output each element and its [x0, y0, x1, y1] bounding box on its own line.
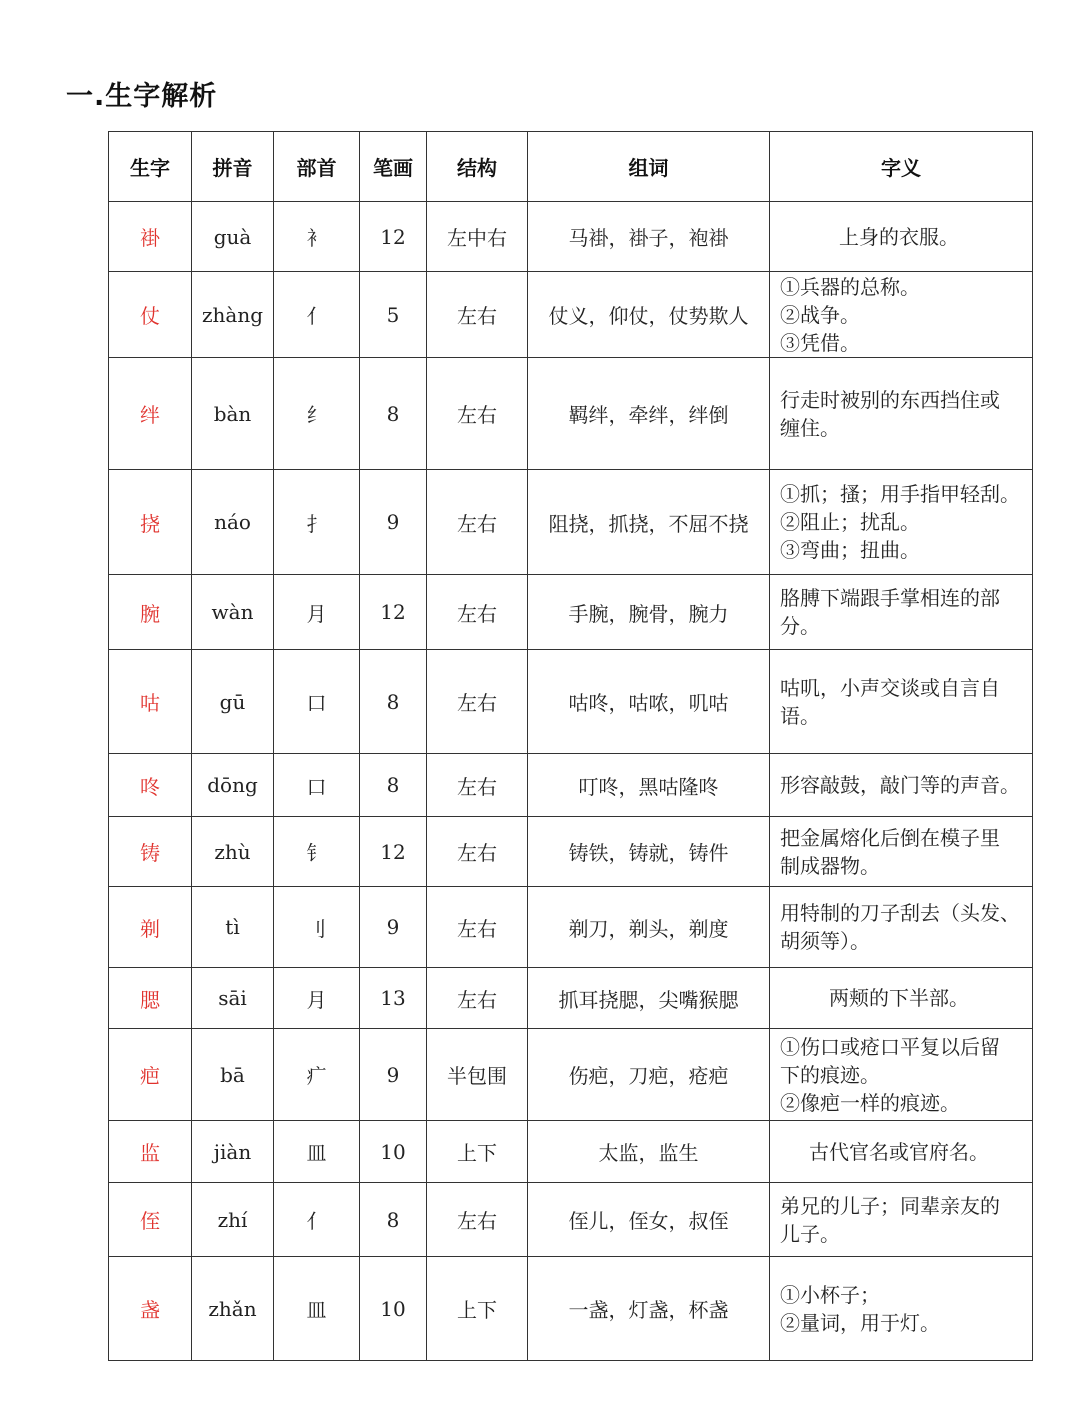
structure-cell: 上下 — [427, 1121, 528, 1183]
meaning-line: 语。 — [780, 703, 820, 728]
table-row — [109, 887, 1033, 968]
radical-cell: 口 — [274, 650, 360, 754]
structure-cell: 左右 — [427, 575, 528, 650]
structure-cell: 上下 — [427, 1257, 528, 1361]
meaning-cell — [770, 1183, 1033, 1257]
char-cell: 褂 — [109, 202, 192, 272]
words-cell: 抓耳挠腮，尖嘴猴腮 — [528, 968, 770, 1029]
char-cell: 侄 — [109, 1183, 192, 1257]
pinyin-cell: náo — [192, 470, 274, 575]
meaning-line: 胡须等）。 — [780, 929, 870, 953]
char-cell: 腮 — [109, 968, 192, 1029]
structure-cell: 左右 — [427, 817, 528, 887]
radical-cell: 月 — [274, 968, 360, 1029]
structure-cell: 左右 — [427, 754, 528, 817]
radical-cell: 刂 — [274, 887, 360, 968]
pinyin-cell: tì — [192, 887, 274, 968]
pinyin-cell: bā — [192, 1029, 274, 1121]
char-cell: 咚 — [109, 754, 192, 817]
meaning-line: 缠住。 — [780, 415, 840, 440]
pinyin-cell: bàn — [192, 358, 274, 470]
meaning-line: ③凭借。 — [780, 330, 860, 355]
pinyin-cell: dōng — [192, 754, 274, 817]
meaning-line: ②量词，用于灯。 — [780, 1310, 940, 1335]
char-cell: 绊 — [109, 358, 192, 470]
meaning-cell — [770, 1257, 1033, 1361]
meaning-cell — [770, 1029, 1033, 1121]
meaning-line: 下的痕迹。 — [780, 1062, 880, 1087]
char-cell: 仗 — [109, 272, 192, 358]
meaning-line: 用特制的刀子刮去（头发、 — [780, 901, 1020, 925]
radical-cell: 衤 — [274, 202, 360, 272]
table-row — [109, 817, 1033, 887]
table-row — [109, 650, 1033, 754]
table-row — [109, 1183, 1033, 1257]
structure-cell: 左右 — [427, 358, 528, 470]
pinyin-cell: zhí — [192, 1183, 274, 1257]
radical-cell: 疒 — [274, 1029, 360, 1121]
meaning-line: ②战争。 — [780, 302, 860, 327]
meaning-line: 分。 — [780, 614, 820, 638]
radical-cell: 亻 — [274, 1183, 360, 1257]
meaning-cell — [770, 470, 1033, 575]
meaning-line: 儿子。 — [780, 1221, 840, 1246]
pinyin-cell: zhàng — [192, 272, 274, 358]
table-row — [109, 968, 1033, 1029]
meaning-line: 两颊的下半部。 — [829, 986, 969, 1010]
char-cell: 挠 — [109, 470, 192, 575]
meaning-line: 行走时被别的东西挡住或 — [780, 387, 1000, 412]
meaning-line: 胳膊下端跟手掌相连的部 — [780, 586, 1000, 610]
words-cell: 手腕，腕骨，腕力 — [528, 575, 770, 650]
char-cell: 铸 — [109, 817, 192, 887]
meaning-cell — [770, 575, 1033, 650]
header-strokes: 笔画 — [360, 132, 427, 202]
words-cell: 太监，监生 — [528, 1121, 770, 1183]
char-cell: 腕 — [109, 575, 192, 650]
words-cell: 剃刀，剃头，剃度 — [528, 887, 770, 968]
table-row — [109, 754, 1033, 817]
radical-cell: 亻 — [274, 272, 360, 358]
meaning-cell — [770, 650, 1033, 754]
table-header-row — [109, 132, 1033, 202]
words-cell: 仗义，仰仗，仗势欺人 — [528, 272, 770, 358]
words-cell: 一盏，灯盏，杯盏 — [528, 1257, 770, 1361]
words-cell: 咕咚，咕哝，叽咕 — [528, 650, 770, 754]
words-cell: 侄儿，侄女，叔侄 — [528, 1183, 770, 1257]
pinyin-cell: guà — [192, 202, 274, 272]
table-row — [109, 202, 1033, 272]
pinyin-cell: jiàn — [192, 1121, 274, 1183]
strokes-cell: 8 — [360, 358, 427, 470]
meaning-line: 把金属熔化后倒在模子里 — [780, 825, 1000, 850]
meaning-line: ①伤口或疮口平复以后留 — [780, 1034, 1000, 1059]
meaning-line: ①兵器的总称。 — [780, 274, 920, 299]
strokes-cell: 8 — [360, 650, 427, 754]
strokes-cell: 9 — [360, 887, 427, 968]
strokes-cell: 12 — [360, 202, 427, 272]
header-radical: 部首 — [274, 132, 360, 202]
words-cell: 叮咚，黑咕隆咚 — [528, 754, 770, 817]
structure-cell: 左右 — [427, 968, 528, 1029]
pinyin-cell: zhǎn — [192, 1257, 274, 1361]
radical-cell: 口 — [274, 754, 360, 817]
strokes-cell: 8 — [360, 1183, 427, 1257]
radical-cell: 月 — [274, 575, 360, 650]
meaning-line: ②阻止；扰乱。 — [780, 510, 920, 534]
radical-cell: 纟 — [274, 358, 360, 470]
meaning-line: ①小杯子； — [780, 1282, 880, 1307]
strokes-cell: 13 — [360, 968, 427, 1029]
section-title: 一.生字解析 — [66, 81, 218, 112]
meaning-cell — [770, 1121, 1033, 1183]
structure-cell: 左右 — [427, 1183, 528, 1257]
pinyin-cell: sāi — [192, 968, 274, 1029]
radical-cell: 皿 — [274, 1257, 360, 1361]
radical-cell: 皿 — [274, 1121, 360, 1183]
structure-cell: 半包围 — [427, 1029, 528, 1121]
structure-cell: 左中右 — [427, 202, 528, 272]
meaning-cell — [770, 887, 1033, 968]
strokes-cell: 10 — [360, 1257, 427, 1361]
structure-cell: 左右 — [427, 650, 528, 754]
char-cell: 监 — [109, 1121, 192, 1183]
meaning-cell — [770, 817, 1033, 887]
meaning-line: 制成器物。 — [780, 853, 880, 878]
char-cell: 剃 — [109, 887, 192, 968]
meaning-cell — [770, 202, 1033, 272]
table-row — [109, 575, 1033, 650]
strokes-cell: 10 — [360, 1121, 427, 1183]
meaning-line: 弟兄的儿子；同辈亲友的 — [780, 1193, 1000, 1218]
words-cell: 铸铁，铸就，铸件 — [528, 817, 770, 887]
radical-cell: 扌 — [274, 470, 360, 575]
meaning-cell — [770, 968, 1033, 1029]
words-cell: 阻挠，抓挠，不屈不挠 — [528, 470, 770, 575]
character-analysis-table — [108, 131, 1033, 1361]
radical-cell: 钅 — [274, 817, 360, 887]
header-char: 生字 — [109, 132, 192, 202]
structure-cell: 左右 — [427, 470, 528, 575]
pinyin-cell: wàn — [192, 575, 274, 650]
table-row — [109, 358, 1033, 470]
meaning-cell — [770, 272, 1033, 358]
header-meaning: 字义 — [770, 132, 1033, 202]
meaning-line: 古代官名或官府名。 — [809, 1139, 989, 1164]
header-pinyin: 拼音 — [192, 132, 274, 202]
meaning-line: 形容敲鼓，敲门等的声音。 — [780, 773, 1020, 797]
structure-cell: 左右 — [427, 887, 528, 968]
strokes-cell: 9 — [360, 1029, 427, 1121]
words-cell: 伤疤，刀疤，疮疤 — [528, 1029, 770, 1121]
pinyin-cell: zhù — [192, 817, 274, 887]
strokes-cell: 5 — [360, 272, 427, 358]
meaning-line: ③弯曲；扭曲。 — [780, 538, 920, 562]
meaning-cell — [770, 754, 1033, 817]
words-cell: 马褂，褂子，袍褂 — [528, 202, 770, 272]
table-row — [109, 1029, 1033, 1121]
strokes-cell: 12 — [360, 817, 427, 887]
structure-cell: 左右 — [427, 272, 528, 358]
strokes-cell: 9 — [360, 470, 427, 575]
meaning-line: 咕叽，小声交谈或自言自 — [780, 675, 1000, 700]
header-words: 组词 — [528, 132, 770, 202]
meaning-line: 上身的衣服。 — [839, 224, 959, 249]
char-cell: 咕 — [109, 650, 192, 754]
table-row — [109, 1257, 1033, 1361]
table-row — [109, 1121, 1033, 1183]
meaning-cell — [770, 358, 1033, 470]
pinyin-cell: gū — [192, 650, 274, 754]
header-structure: 结构 — [427, 132, 528, 202]
meaning-line: ①抓；搔；用手指甲轻刮。 — [780, 482, 1020, 506]
strokes-cell: 12 — [360, 575, 427, 650]
strokes-cell: 8 — [360, 754, 427, 817]
table-row — [109, 272, 1033, 358]
meaning-line: ②像疤一样的痕迹。 — [780, 1090, 960, 1115]
char-cell: 盏 — [109, 1257, 192, 1361]
words-cell: 羁绊，牵绊，绊倒 — [528, 358, 770, 470]
table-row — [109, 470, 1033, 575]
char-cell: 疤 — [109, 1029, 192, 1121]
